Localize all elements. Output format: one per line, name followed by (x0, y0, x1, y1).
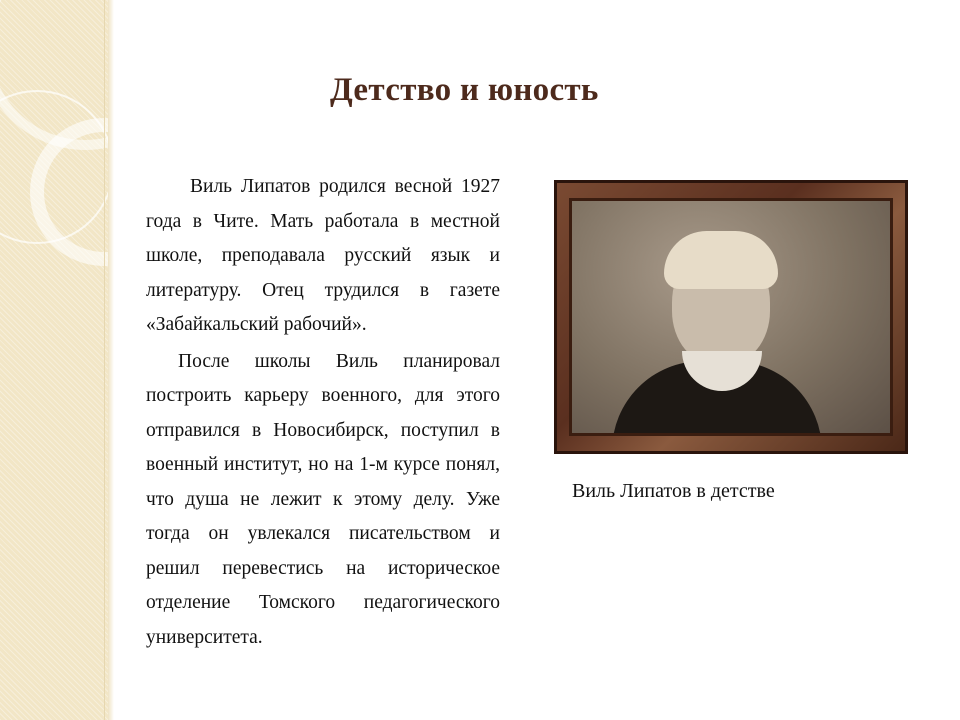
childhood-photo (569, 198, 893, 436)
paragraph-birth: Виль Липатов родился весной 1927 года в Чите. Мать работала в местной школе, преподавала русский язык и литературу. Отец трудился в газете «Забайкальский рабочий». (146, 176, 500, 335)
decorative-side-band (0, 0, 108, 720)
band-edge-shadow (108, 0, 114, 720)
band-divider (104, 0, 105, 720)
decorative-ring (0, 90, 108, 244)
photo-caption: Виль Липатов в детстве (572, 480, 775, 502)
photo-figure-hair (664, 231, 778, 289)
paragraph-education: После школы Виль планировал построить карьеру военного, для этого отправился в Новосибирск, поступил в военный институт, но на 1-м курсе понял, что душа не лежит к этому делу. Уже тогда он увлекался писательством и решил перевестись на историческое отделение Томского педагогического университета. (146, 350, 500, 648)
slide-title: Детство и юность (330, 72, 599, 108)
photo-frame (554, 180, 908, 454)
body-text (146, 170, 500, 657)
